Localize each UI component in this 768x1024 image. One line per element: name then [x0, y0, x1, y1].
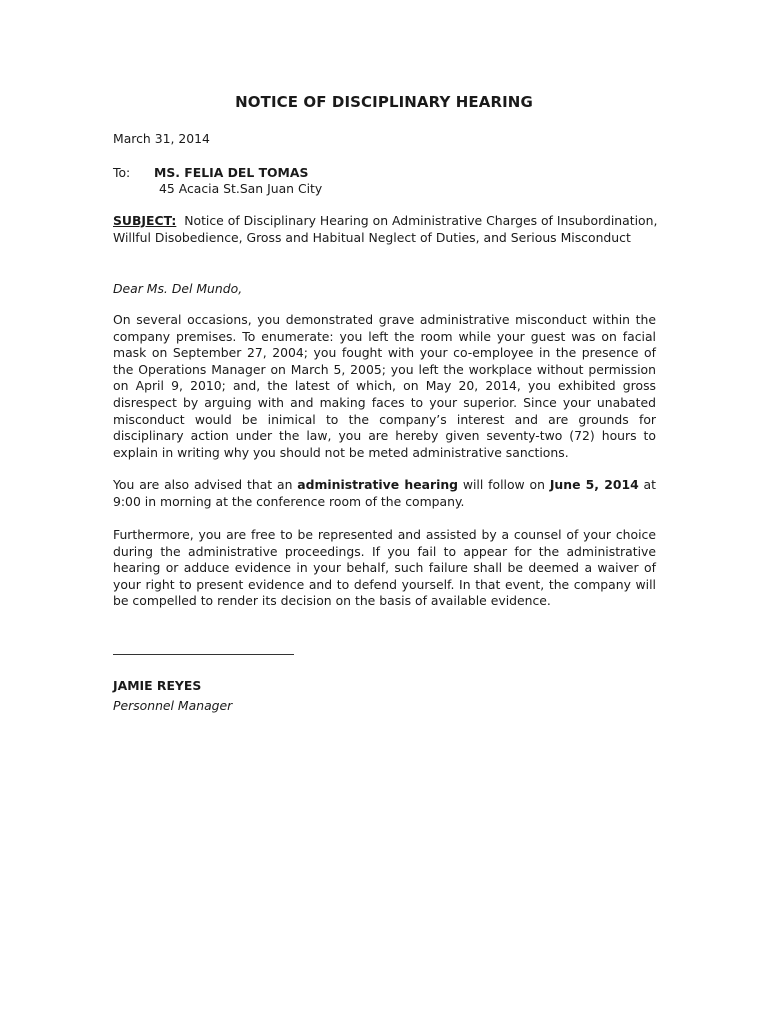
hearing-date: June 5, 2014	[549, 477, 639, 492]
letter-date: March 31, 2014	[113, 131, 210, 146]
body-paragraph-1: On several occasions, you demonstrated grave administrative misconduct within the company premises. To enumerate: you left the room while your guest was on facial mask on September 27, 2004; you fought with your co-employee in the presence of the Operations Manager on March 5, 2005; you left the workplace without permission on April 9, 2010; and, the latest of which, on May 20, 2014, you exhibited gross disrespect by arguing with and making faces to your superior. Since your unabated misconduct would be inimical to the company’s interest and are grounds for disciplinary action under the law, you are hereby given seventy-two (72) hours to explain in writing why you should not be meted administrative sanctions.	[113, 312, 656, 460]
subject-line	[113, 213, 658, 246]
subject-text: Notice of Disciplinary Hearing on Administrative Charges of Insubordination, Willful Disobedience, Gross and Habitual Neglect of Duties, and Serious Misconduct	[113, 213, 658, 245]
signer-title: Personnel Manager	[113, 698, 233, 713]
p2-text-2: will follow on	[458, 477, 550, 492]
recipient-name: MS. FELIA DEL TOMAS	[154, 165, 309, 180]
body-paragraph-3: Furthermore, you are free to be represented and assisted by a counsel of your choice during the administrative proceedings. If you fail to appear for the administrative hearing or adduce evidence in your behalf, such failure shall be deemed a waiver of your right to present evidence and to defend yourself. In that event, the company will be compelled to render its decision on the basis of available evidence.	[113, 527, 656, 609]
p2-text-1: You are also advised that an	[113, 477, 298, 492]
subject-label: SUBJECT:	[113, 213, 177, 228]
hearing-emphasis: administrative hearing	[297, 477, 459, 492]
p2-text-3: at 9:00 in morning at the conference room of the company.	[113, 477, 657, 509]
to-label: To:	[113, 165, 131, 180]
salutation: Dear Ms. Del Mundo,	[113, 281, 243, 296]
signature-line	[113, 654, 294, 655]
document-title: NOTICE OF DISCIPLINARY HEARING	[235, 93, 533, 111]
signer-name: JAMIE REYES	[113, 678, 202, 693]
body-paragraph-2	[113, 477, 656, 510]
recipient-address: 45 Acacia St.San Juan City	[159, 181, 323, 196]
